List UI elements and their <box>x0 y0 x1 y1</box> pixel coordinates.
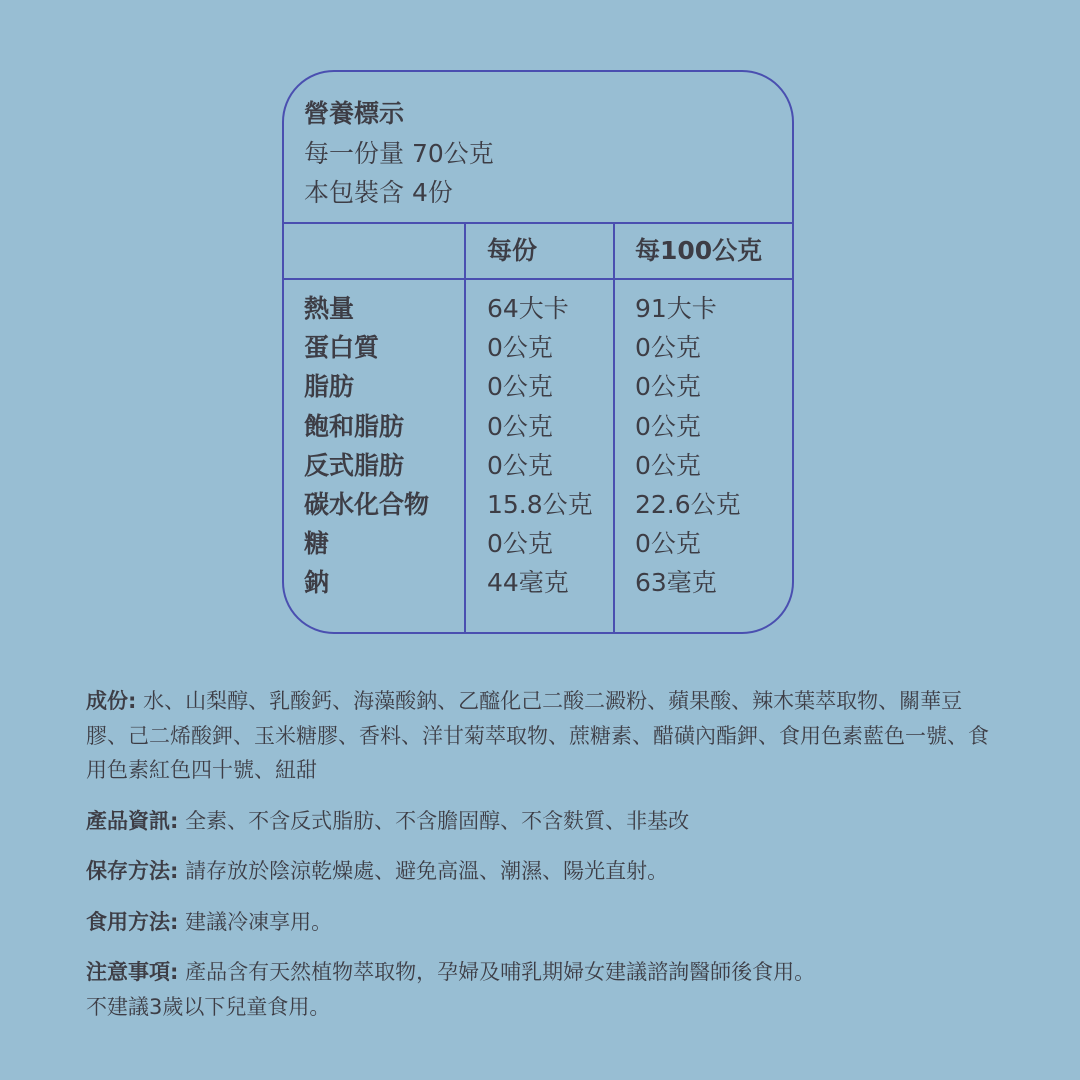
nutrition-label <box>282 70 794 634</box>
nutrient-row <box>284 527 792 566</box>
nutrient-per-100g: 63毫克 <box>635 568 717 598</box>
nutrient-per-100g: 0公克 <box>635 411 701 441</box>
nutrient-name: 蛋白質 <box>304 333 380 363</box>
header-divider <box>284 222 792 224</box>
nutrient-row <box>284 331 792 370</box>
caution-text-line-2: 不建議3歲以下兒童食用。 <box>86 994 331 1019</box>
nutrient-per-serving: 15.8公克 <box>487 489 593 519</box>
nutrient-per-serving: 64大卡 <box>487 294 569 323</box>
nutrient-rows <box>284 292 792 606</box>
nutrient-per-serving: 44毫克 <box>487 568 569 598</box>
nutrient-per-serving: 0公克 <box>487 333 553 363</box>
nutrient-row <box>284 292 792 331</box>
caution-text-line-1: 產品含有天然植物萃取物，孕婦及哺乳期婦女建議諮詢醫師後食用。 <box>185 960 816 984</box>
storage-label: 保存方法: <box>86 859 179 883</box>
usage-label: 食用方法: <box>86 909 179 934</box>
product-info-label: 產品資訊: <box>86 808 179 833</box>
nutrient-row <box>284 488 792 527</box>
nutrient-name: 熱量 <box>304 294 355 323</box>
servings-per-package: 本包裝含 4份 <box>304 178 453 207</box>
nutrient-per-100g: 0公克 <box>635 529 701 559</box>
nutrient-row <box>284 449 792 488</box>
caution-paragraph <box>86 955 996 1024</box>
nutrient-name: 碳水化合物 <box>304 489 430 519</box>
nutrient-per-serving: 0公克 <box>487 411 553 441</box>
column-header-per-100g: 每100公克 <box>635 236 763 265</box>
nutrient-name: 鈉 <box>304 568 330 598</box>
nutrient-per-100g: 0公克 <box>635 372 701 402</box>
nutrient-name: 反式脂肪 <box>304 450 405 480</box>
storage-paragraph <box>86 854 996 889</box>
nutrient-row <box>284 370 792 409</box>
ingredients-text: 水、山梨醇、乳酸鈣、海藻酸鈉、乙醯化己二酸二澱粉、蘋果酸、辣木葉萃取物、關華豆膠、己二烯酸鉀、玉米糖膠、香料、洋甘菊萃取物、蔗糖素、醋磺內酯鉀、食用色素藍色一號、食用色素紅色四十號、紐甜 <box>86 689 989 782</box>
product-info-paragraph <box>86 804 996 839</box>
usage-paragraph <box>86 905 996 940</box>
nutrient-per-100g: 22.6公克 <box>635 489 741 519</box>
ingredients-label: 成份: <box>86 689 137 713</box>
nutrient-name: 糖 <box>304 529 330 559</box>
usage-text: 建議冷凍享用。 <box>185 909 333 934</box>
serving-size: 每一份量 70公克 <box>304 139 494 168</box>
nutrient-per-serving: 0公克 <box>487 372 553 402</box>
nutrient-name: 飽和脂肪 <box>304 411 405 441</box>
product-info-text: 全素、不含反式脂肪、不含膽固醇、不含麩質、非基改 <box>185 808 690 833</box>
storage-text: 請存放於陰涼乾燥處、避免高溫、潮濕、陽光直射。 <box>185 859 669 883</box>
nutrient-per-100g: 91大卡 <box>635 294 717 323</box>
label-title: 營養標示 <box>304 99 405 128</box>
nutrient-per-serving: 0公克 <box>487 450 553 480</box>
ingredients-paragraph <box>86 684 996 788</box>
nutrient-name: 脂肪 <box>304 372 355 402</box>
nutrient-per-serving: 0公克 <box>487 529 553 559</box>
nutrient-per-100g: 0公克 <box>635 333 701 363</box>
nutrient-row <box>284 410 792 449</box>
column-header-divider <box>284 278 792 280</box>
product-info-section <box>86 684 996 1040</box>
caution-label: 注意事項: <box>86 960 179 984</box>
nutrient-per-100g: 0公克 <box>635 450 701 480</box>
column-header-per-serving: 每份 <box>487 236 538 265</box>
nutrient-row <box>284 566 792 605</box>
